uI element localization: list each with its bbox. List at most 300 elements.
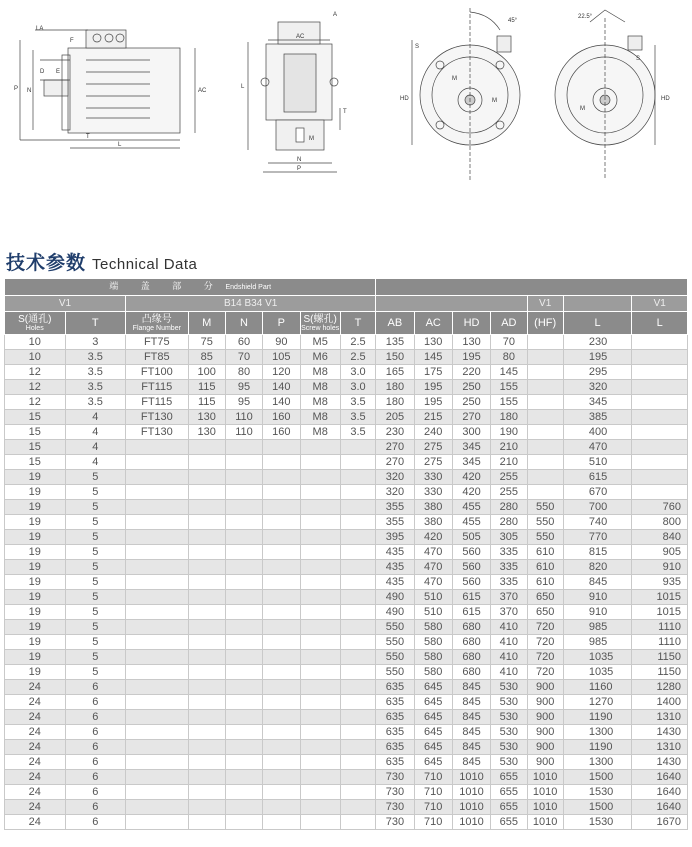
label-n: N	[27, 88, 32, 94]
table-cell: 75	[188, 335, 225, 350]
table-row	[5, 425, 688, 440]
table-cell: 130	[452, 335, 490, 350]
table-cell: 320	[376, 485, 414, 500]
table-cell	[225, 710, 262, 725]
table-cell: 19	[5, 575, 66, 590]
table-cell	[126, 710, 189, 725]
col-s2-bot: Screw holes	[301, 324, 340, 332]
table-cell: 5	[65, 485, 126, 500]
table-cell	[126, 725, 189, 740]
table-cell: 1010	[527, 785, 563, 800]
table-cell: M8	[300, 425, 340, 440]
table-cell	[263, 665, 300, 680]
table-cell: 1160	[563, 680, 632, 695]
table-cell: 900	[527, 710, 563, 725]
table-cell	[188, 470, 225, 485]
col-flange-top: 凸缘号	[141, 313, 172, 325]
table-row	[5, 650, 688, 665]
table-cell: 4	[65, 440, 126, 455]
table-cell: 1010	[452, 770, 490, 785]
table-cell	[263, 710, 300, 725]
table-cell	[225, 755, 262, 770]
table-cell	[300, 455, 340, 470]
label-p: P	[14, 86, 19, 92]
table-cell: 6	[65, 695, 126, 710]
table-cell	[188, 575, 225, 590]
table-cell: 550	[527, 530, 563, 545]
table-cell: 12	[5, 365, 66, 380]
table-cell	[188, 815, 225, 830]
label-t-front: T	[343, 109, 347, 115]
table-cell	[188, 740, 225, 755]
header-endshield	[5, 279, 376, 296]
table-cell: 710	[414, 770, 452, 785]
table-cell	[632, 440, 688, 455]
table-cell	[225, 800, 262, 815]
label-ac-front: AC	[296, 34, 305, 40]
table-cell: 1110	[632, 620, 688, 635]
table-cell	[126, 695, 189, 710]
table-cell: 24	[5, 770, 66, 785]
col-s2	[300, 312, 340, 335]
label-l-front: L	[241, 84, 245, 90]
table-cell: 275	[414, 440, 452, 455]
table-cell	[188, 770, 225, 785]
table-cell: 845	[563, 575, 632, 590]
table-cell: 345	[452, 440, 490, 455]
table-cell	[527, 380, 563, 395]
table-cell: 80	[225, 365, 262, 380]
table-cell: 80	[491, 350, 527, 365]
table-cell: 5	[65, 605, 126, 620]
label-m1-45: M	[452, 76, 457, 82]
table-cell: 130	[188, 410, 225, 425]
table-cell	[300, 530, 340, 545]
table-cell: 1190	[563, 710, 632, 725]
motor-front-view	[248, 22, 340, 172]
table-cell: 470	[414, 575, 452, 590]
table-cell: 255	[491, 485, 527, 500]
table-cell: 5	[65, 575, 126, 590]
table-cell: 410	[491, 650, 527, 665]
table-cell	[632, 395, 688, 410]
table-cell: 580	[414, 665, 452, 680]
table-row	[5, 665, 688, 680]
table-cell	[225, 695, 262, 710]
table-cell: 720	[527, 635, 563, 650]
table-cell	[340, 455, 375, 470]
table-cell: 155	[491, 380, 527, 395]
table-cell	[340, 740, 375, 755]
table-cell: 560	[452, 575, 490, 590]
table-cell	[126, 575, 189, 590]
table-cell: 220	[452, 365, 490, 380]
table-cell	[263, 590, 300, 605]
table-cell	[188, 650, 225, 665]
table-cell: 410	[491, 665, 527, 680]
table-cell: 380	[414, 515, 452, 530]
table-cell	[126, 545, 189, 560]
table-cell: 1500	[563, 800, 632, 815]
table-cell: 4	[65, 410, 126, 425]
table-cell: 270	[452, 410, 490, 425]
table-cell: 455	[452, 500, 490, 515]
table-row	[5, 605, 688, 620]
col-hd: HD	[452, 312, 490, 335]
table-cell: 580	[414, 635, 452, 650]
header-v1-mid: V1	[527, 296, 563, 312]
table-cell: 110	[225, 410, 262, 425]
table-cell: 680	[452, 665, 490, 680]
table-cell: 180	[376, 380, 414, 395]
table-cell: 760	[632, 500, 688, 515]
table-cell	[225, 560, 262, 575]
table-cell: 680	[452, 650, 490, 665]
table-cell	[632, 335, 688, 350]
table-cell: 845	[452, 695, 490, 710]
table-cell: 655	[491, 800, 527, 815]
table-cell	[632, 485, 688, 500]
table-cell: 190	[491, 425, 527, 440]
col-s-top: S(通孔)	[18, 313, 52, 325]
table-cell	[263, 440, 300, 455]
table-cell	[126, 485, 189, 500]
table-cell: 380	[414, 500, 452, 515]
label-la: LA	[36, 26, 44, 32]
table-cell	[225, 515, 262, 530]
table-cell	[263, 785, 300, 800]
table-cell: 6	[65, 755, 126, 770]
label-s-45: S	[415, 44, 420, 50]
label-t: T	[86, 134, 90, 140]
table-row	[5, 590, 688, 605]
table-cell: 510	[414, 605, 452, 620]
table-cell: 330	[414, 470, 452, 485]
table-cell	[300, 680, 340, 695]
table-cell	[263, 560, 300, 575]
table-cell: 1010	[452, 800, 490, 815]
table-cell: 610	[527, 545, 563, 560]
endshield-en: Endshield Part	[225, 284, 272, 291]
table-row	[5, 740, 688, 755]
table-cell: 1035	[563, 650, 632, 665]
table-cell: 1010	[452, 785, 490, 800]
table-cell	[188, 605, 225, 620]
table-row	[5, 545, 688, 560]
table-cell	[225, 620, 262, 635]
table-cell: 815	[563, 545, 632, 560]
table-cell: 580	[414, 650, 452, 665]
col-s-bot: Holes	[25, 324, 44, 332]
table-cell	[263, 485, 300, 500]
table-cell: 95	[225, 395, 262, 410]
table-row	[5, 815, 688, 830]
table-cell: 15	[5, 455, 66, 470]
table-cell: 130	[188, 425, 225, 440]
table-cell: 19	[5, 470, 66, 485]
table-cell: 3.5	[65, 365, 126, 380]
table-cell: 505	[452, 530, 490, 545]
table-cell: 280	[491, 515, 527, 530]
table-cell: 3.5	[340, 425, 375, 440]
table-cell: 900	[527, 725, 563, 740]
table-cell: 12	[5, 395, 66, 410]
table-cell: 635	[376, 725, 414, 740]
table-cell	[340, 680, 375, 695]
table-cell: 275	[414, 455, 452, 470]
table-cell: 5	[65, 560, 126, 575]
table-cell	[188, 530, 225, 545]
table-cell: 90	[263, 335, 300, 350]
table-cell: 24	[5, 800, 66, 815]
table-cell: 320	[376, 470, 414, 485]
table-cell	[300, 560, 340, 575]
table-cell	[527, 395, 563, 410]
table-cell	[340, 725, 375, 740]
header-v1-left: V1	[5, 296, 126, 312]
table-cell: FT115	[126, 380, 189, 395]
table-cell: 435	[376, 560, 414, 575]
table-cell	[527, 455, 563, 470]
table-cell: 270	[376, 440, 414, 455]
col-p: P	[263, 312, 300, 335]
table-cell: 560	[452, 545, 490, 560]
table-cell	[225, 785, 262, 800]
table-cell	[263, 650, 300, 665]
table-cell: 140	[263, 380, 300, 395]
table-cell	[188, 800, 225, 815]
table-cell: 1310	[632, 740, 688, 755]
table-cell: FT130	[126, 425, 189, 440]
table-cell: 295	[563, 365, 632, 380]
table-cell	[263, 770, 300, 785]
table-row	[5, 365, 688, 380]
endshield-cn: 端 盖 部 分	[109, 281, 223, 291]
table-cell	[263, 515, 300, 530]
table-cell: 210	[491, 455, 527, 470]
table-cell: 24	[5, 710, 66, 725]
table-cell	[300, 575, 340, 590]
table-row	[5, 515, 688, 530]
table-cell: 6	[65, 770, 126, 785]
table-cell: 335	[491, 545, 527, 560]
table-cell: 150	[376, 350, 414, 365]
motor-drawings	[0, 0, 692, 200]
table-cell: 195	[414, 395, 452, 410]
table-cell	[225, 635, 262, 650]
label-ac: AC	[198, 88, 207, 94]
table-cell: 1430	[632, 725, 688, 740]
table-cell: 530	[491, 710, 527, 725]
table-cell: 19	[5, 635, 66, 650]
table-cell	[340, 545, 375, 560]
table-cell: 530	[491, 695, 527, 710]
table-cell	[188, 785, 225, 800]
table-cell	[340, 485, 375, 500]
table-cell	[527, 365, 563, 380]
table-cell: 19	[5, 650, 66, 665]
table-cell	[340, 755, 375, 770]
table-cell	[225, 455, 262, 470]
table-cell: 820	[563, 560, 632, 575]
label-angle-22: 22.5°	[578, 14, 593, 20]
table-cell: 435	[376, 575, 414, 590]
table-cell: 670	[563, 485, 632, 500]
table-cell	[188, 515, 225, 530]
table-cell: 355	[376, 515, 414, 530]
table-cell: 395	[376, 530, 414, 545]
table-cell	[126, 440, 189, 455]
table-cell: 1310	[632, 710, 688, 725]
table-cell: 5	[65, 635, 126, 650]
table-cell: 910	[632, 560, 688, 575]
table-cell	[126, 785, 189, 800]
table-row	[5, 455, 688, 470]
table-cell	[632, 470, 688, 485]
table-cell	[263, 545, 300, 560]
table-cell	[632, 410, 688, 425]
table-cell: 115	[188, 395, 225, 410]
table-cell: 24	[5, 785, 66, 800]
table-cell	[300, 440, 340, 455]
table-cell: 1640	[632, 785, 688, 800]
table-cell	[300, 605, 340, 620]
table-cell	[126, 635, 189, 650]
table-cell: 6	[65, 785, 126, 800]
label-d: D	[40, 69, 45, 75]
flange-view-45	[412, 8, 520, 180]
table-row	[5, 620, 688, 635]
table-cell	[300, 470, 340, 485]
table-cell: 845	[452, 740, 490, 755]
table-cell	[300, 665, 340, 680]
table-cell: 250	[452, 395, 490, 410]
table-cell: 230	[376, 425, 414, 440]
table-cell	[340, 605, 375, 620]
table-row	[5, 800, 688, 815]
table-cell: 240	[414, 425, 452, 440]
table-row	[5, 470, 688, 485]
table-cell: 15	[5, 440, 66, 455]
table-cell	[263, 740, 300, 755]
table-cell	[188, 635, 225, 650]
table-cell: 635	[376, 695, 414, 710]
table-cell	[300, 755, 340, 770]
table-cell	[126, 665, 189, 680]
table-cell: 270	[376, 455, 414, 470]
table-cell: 105	[263, 350, 300, 365]
table-cell: 680	[452, 635, 490, 650]
table-cell: 24	[5, 815, 66, 830]
table-cell: 1430	[632, 755, 688, 770]
table-cell	[527, 485, 563, 500]
table-cell	[225, 440, 262, 455]
label-s-22: S	[636, 56, 641, 62]
table-cell	[188, 755, 225, 770]
table-cell: 345	[563, 395, 632, 410]
table-cell	[263, 575, 300, 590]
table-row	[5, 710, 688, 725]
table-cell: FT115	[126, 395, 189, 410]
table-row	[5, 560, 688, 575]
table-cell: 230	[563, 335, 632, 350]
table-cell	[527, 350, 563, 365]
label-m-front: M	[309, 136, 314, 142]
table-cell	[300, 620, 340, 635]
table-row	[5, 335, 688, 350]
table-cell: 900	[527, 740, 563, 755]
table-cell	[300, 545, 340, 560]
table-cell: FT100	[126, 365, 189, 380]
table-cell: 615	[563, 470, 632, 485]
table-cell	[225, 575, 262, 590]
table-cell	[300, 515, 340, 530]
table-cell: 160	[263, 410, 300, 425]
col-ab: AB	[376, 312, 414, 335]
table-cell: 355	[376, 500, 414, 515]
table-cell: 2.5	[340, 335, 375, 350]
table-cell	[225, 470, 262, 485]
table-cell	[225, 680, 262, 695]
table-cell	[527, 470, 563, 485]
table-cell: 420	[452, 470, 490, 485]
table-cell	[340, 695, 375, 710]
table-cell	[632, 350, 688, 365]
table-cell: 1500	[563, 770, 632, 785]
table-cell: 650	[527, 605, 563, 620]
table-cell	[340, 470, 375, 485]
table-cell: 70	[225, 350, 262, 365]
table-cell	[632, 455, 688, 470]
table-cell	[527, 425, 563, 440]
label-angle-45: 45°	[508, 18, 518, 24]
table-cell: 3.5	[340, 410, 375, 425]
table-cell: 645	[414, 725, 452, 740]
table-cell: 1670	[632, 815, 688, 830]
table-cell	[632, 425, 688, 440]
table-cell: 3.5	[65, 350, 126, 365]
table-cell	[263, 800, 300, 815]
table-cell	[340, 515, 375, 530]
table-cell: 985	[563, 620, 632, 635]
table-cell: 840	[632, 530, 688, 545]
table-cell	[300, 710, 340, 725]
table-cell	[263, 695, 300, 710]
table-cell: 550	[376, 620, 414, 635]
label-hd-45: HD	[400, 96, 409, 102]
table-cell	[188, 455, 225, 470]
table-cell: 345	[452, 455, 490, 470]
table-cell: 19	[5, 485, 66, 500]
table-cell	[126, 560, 189, 575]
table-cell	[225, 815, 262, 830]
col-s	[5, 312, 66, 335]
table-cell	[300, 725, 340, 740]
col-hf: (HF)	[527, 312, 563, 335]
table-cell	[126, 755, 189, 770]
table-cell: M8	[300, 365, 340, 380]
table-cell: 24	[5, 680, 66, 695]
table-cell: 1015	[632, 605, 688, 620]
table-cell	[632, 380, 688, 395]
table-cell: 3.5	[65, 395, 126, 410]
table-cell: 845	[452, 725, 490, 740]
table-cell: 900	[527, 680, 563, 695]
table-cell: 1530	[563, 815, 632, 830]
table-cell	[188, 440, 225, 455]
table-cell: 210	[491, 440, 527, 455]
table-cell	[263, 680, 300, 695]
